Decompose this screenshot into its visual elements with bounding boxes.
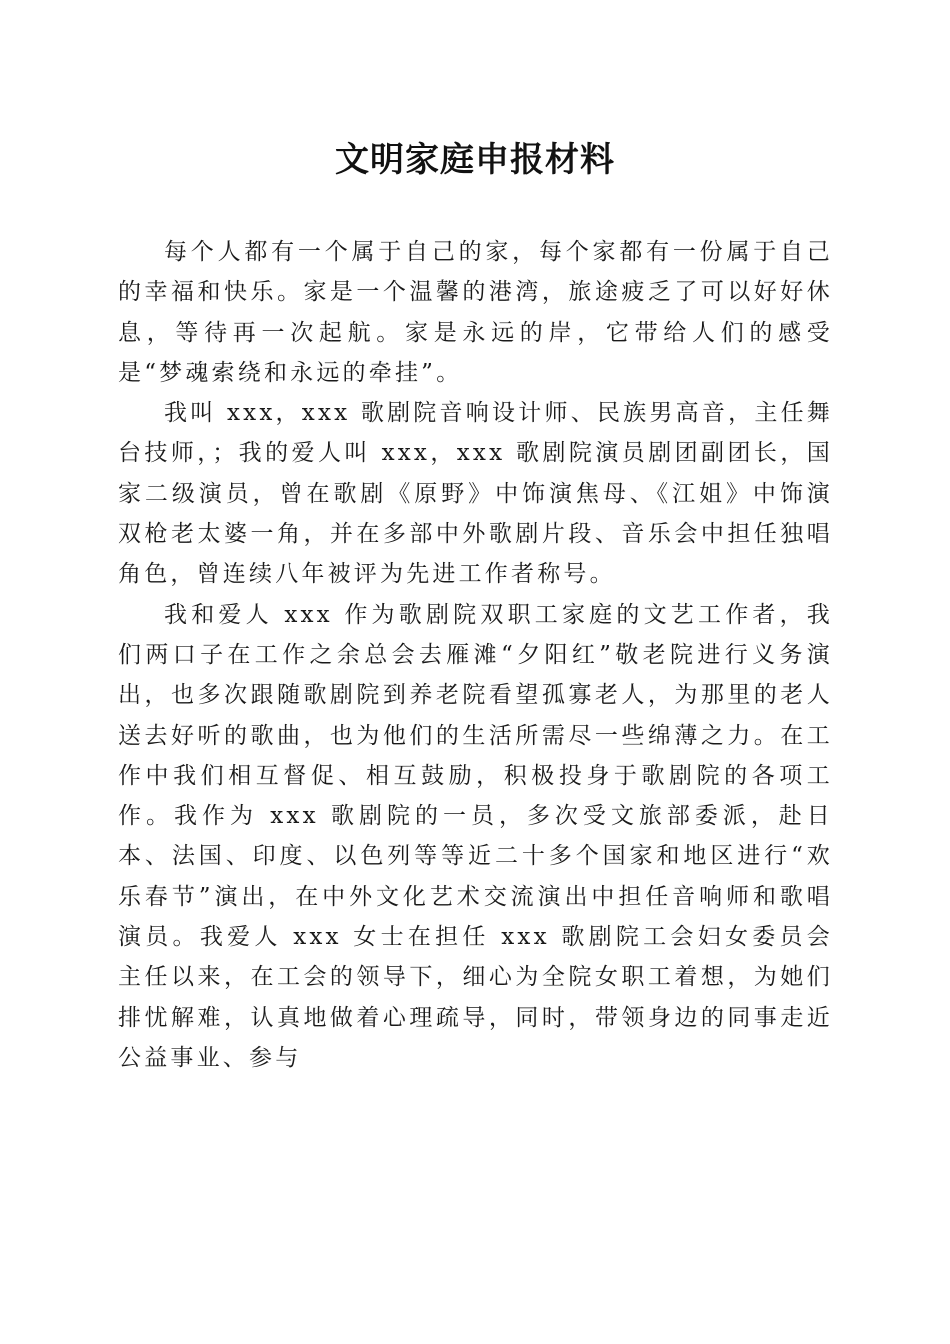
paragraph-family-members: 我叫 xxx，xxx 歌剧院音响设计师、民族男高音，主任舞台技师，；我的爱人叫 xxx，xxx 歌剧院演员剧团副团长，国家二级演员，曾在歌剧《原野》中饰演焦母、《江姐》中饰演双枪老太婆一角，并在多部中外歌剧片段、音乐会中担任独唱角色，曾连续八年被评为先进工作者称号。 xyxy=(118,400,833,588)
document-title: 文明家庭申报材料 xyxy=(335,140,615,180)
document-body xyxy=(118,232,833,1078)
paragraph-intro: 每个人都有一个属于自己的家，每个家都有一份属于自己的幸福和快乐。家是一个温馨的港湾，旅途疲乏了可以好好休息，等待再一次起航。家是永远的岸，它带给人们的感受是“梦魂索绕和永远的牵挂”。 xyxy=(118,239,833,386)
paragraph-public-service: 我和爱人 xxx 作为歌剧院双职工家庭的文艺工作者，我们两口子在工作之余总会去雁滩“夕阳红”敬老院进行义务演出，也多次跟随歌剧院到养老院看望孤寡老人，为那里的老人送去好听的歌曲，也为他们的生活所需尽一些绵薄之力。在工作中我们相互督促、相互鼓励，积极投身于歌剧院的各项工作。我作为 xxx 歌剧院的一员，多次受文旅部委派，赴日本、法国、印度、以色列等等近二十多个国家和地区进行“欢乐春节”演出，在中外文化艺术交流演出中担任音响师和歌唱演员。我爱人 xxx 女士在担任 xxx 歌剧院工会妇女委员会主任以来，在工会的领导下，细心为全院女职工着想，为她们排忧解难，认真地做着心理疏导，同时，带领身边的同事走近公益事业、参与 xyxy=(118,601,833,1071)
